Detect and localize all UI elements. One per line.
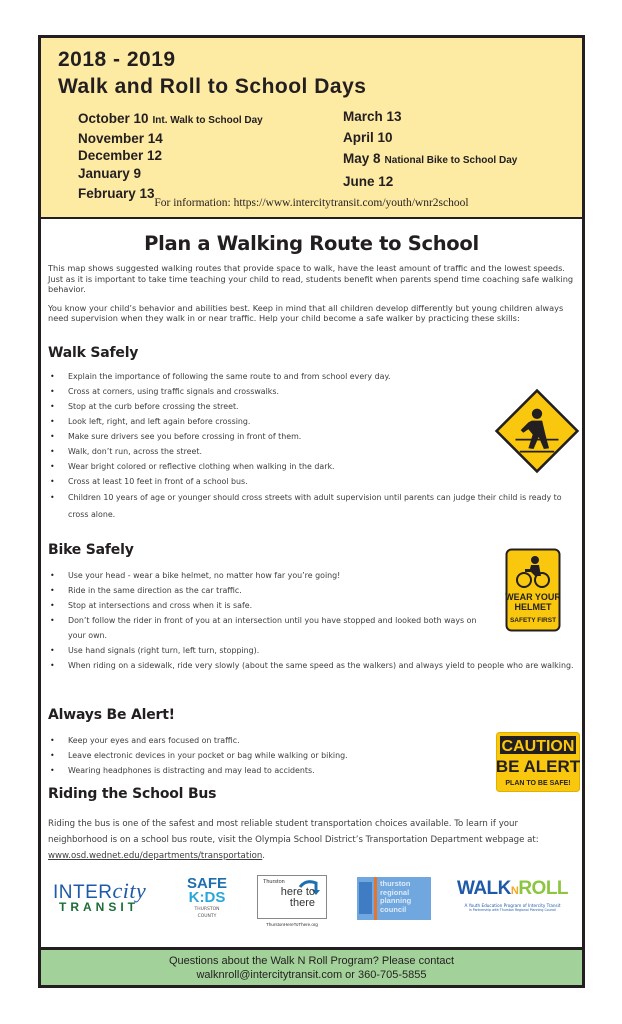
- info-url: For information: https://www.intercitytransit.com/youth/wnr2school: [154, 197, 469, 209]
- list-item: • Look left, right, and left again before crossing.: [48, 414, 575, 429]
- logo-text: K:DS: [188, 889, 226, 906]
- date-text: December 12: [78, 148, 163, 163]
- logo-text: SAFE: [186, 875, 227, 892]
- walk-n-roll-logo: [450, 879, 575, 912]
- trpc-logo: [357, 877, 431, 920]
- pedestrian-crossing-sign-icon: [494, 388, 580, 474]
- dates-column-left: [78, 110, 263, 203]
- sign-text: CAUTION: [501, 738, 575, 755]
- paragraph-text: Riding the bus is one of the safest and most reliable student transportation choices available. To learn if your neighborhood is on a school bus route, visit the Olympia School District’s Transportation Department webpage at:: [48, 819, 539, 845]
- section-heading: Bike Safely: [48, 542, 134, 558]
- date-text: November 14: [78, 130, 163, 146]
- sign-text: SAFETY FIRST: [509, 617, 557, 624]
- logo-text: THURSTON: [194, 907, 220, 912]
- list-item: • Walk, don’t run, across the street.: [48, 444, 575, 459]
- logo-text: Thurston: [263, 879, 285, 885]
- page-title: Plan a Walking Route to School: [144, 232, 479, 255]
- section-heading: Walk Safely: [48, 345, 139, 361]
- date-text: April 10: [343, 130, 393, 145]
- list-item: • Make sure drivers see you before crossing in front of them.: [48, 429, 575, 444]
- intercity-transit-logo: [53, 878, 146, 914]
- date-text: October 10: [78, 111, 149, 126]
- school-bus-paragraph: [48, 816, 575, 864]
- list-item: • Use your head - wear a bike helmet, no matter how far you’re going!: [48, 568, 575, 583]
- date-item: [343, 127, 517, 148]
- date-note: National Bike to School Day: [384, 155, 518, 166]
- sign-text: WEAR YOUR: [505, 592, 561, 602]
- list-item: • Keep your eyes and ears focused on traffic.: [48, 733, 575, 748]
- logo-text: COUNTY: [197, 914, 217, 919]
- date-item: [343, 148, 517, 171]
- main-content: [48, 220, 580, 927]
- logo-text: there: [289, 897, 315, 909]
- list-item: • Use hand signals (right turn, left turn, stopping).: [48, 643, 575, 658]
- schedule-header: [41, 38, 582, 219]
- school-bus-section: [48, 786, 575, 864]
- list-item: • Children 10 years of age or younger should cross streets with adult supervision until parents can judge their child is ready to cross alone.: [48, 489, 575, 523]
- trpc-mark-icon: [359, 882, 372, 914]
- logo-text: In Partnership with Thurston Regional Planning Council: [468, 908, 557, 912]
- contact-footer: [41, 947, 582, 985]
- footer-text: Questions about the Walk N Roll Program? Please contact: [168, 955, 455, 967]
- here-to-there-logo: [257, 875, 327, 927]
- logo-text: planning: [380, 896, 412, 905]
- logo-divider: [374, 877, 377, 920]
- school-year: 2018 - 2019: [58, 48, 176, 71]
- list-item: • Don’t follow the rider in front of you at an intersection until you have stopped and looked both ways on your own.: [48, 613, 478, 643]
- bike-safely-list: [48, 568, 575, 673]
- list-item: • Cross at corners, using traffic signals and crosswalks.: [48, 384, 575, 399]
- logo-text: here to: [280, 886, 315, 898]
- date-text: March 13: [343, 109, 402, 124]
- list-item: • Wear bright colored or reflective clothing when walking in the dark.: [48, 459, 575, 474]
- date-text: January 9: [78, 165, 142, 181]
- list-item: • Ride in the same direction as the car traffic.: [48, 583, 575, 598]
- section-heading: Riding the School Bus: [48, 786, 217, 802]
- safe-kids-logo: [182, 877, 232, 919]
- date-note: Int. Walk to School Day: [152, 115, 263, 126]
- flyer-frame: [38, 35, 585, 988]
- caution-sign-icon: [496, 732, 580, 792]
- partner-logos: [48, 870, 575, 936]
- logo-text: thurston: [380, 879, 411, 888]
- list-item: • When riding on a sidewalk, ride very slowly (about the same speed as the walkers) and always yield to people who are walking.: [48, 658, 575, 673]
- date-item: [78, 165, 263, 183]
- intro-paragraph: This map shows suggested walking routes that provide space to walk, have the least amount of traffic and the lowest speeds. Just as it is important to take time teaching your child to read, students benefit when parents spend time coaching safe walking behavior.: [48, 263, 574, 294]
- date-item: [78, 110, 263, 130]
- date-item: [78, 147, 263, 165]
- list-item: • Cross at least 10 feet in front of a school bus.: [48, 474, 575, 489]
- dates-column-right: [343, 106, 517, 192]
- date-item: [343, 106, 517, 127]
- date-text: May 8: [343, 151, 381, 166]
- logo-text: council: [380, 904, 407, 914]
- list-item: • Stop at intersections and cross when it is safe.: [48, 598, 575, 613]
- logo-text: WALK: [456, 878, 511, 899]
- logo-text: INTER: [53, 882, 113, 903]
- section-heading: Always Be Alert!: [48, 707, 175, 723]
- sign-text: BE ALERT: [496, 757, 580, 776]
- date-item: [343, 171, 517, 192]
- date-item: [78, 130, 263, 148]
- logo-text: ROLL: [518, 878, 569, 899]
- sign-text: PLAN TO BE SAFE!: [505, 780, 571, 787]
- logo-text: A Youth Education Program of Intercity Transit: [464, 903, 561, 908]
- bike-safely-section: [48, 542, 575, 673]
- intro-paragraph: You know your child’s behavior and abilities best. Keep in mind that all children develop differently but young children always need supervision when they walk in or near traffic. Help your child become a safe walker by practicing these skills:: [48, 302, 564, 323]
- list-item: • Wearing headphones is distracting and may lead to accidents.: [48, 763, 575, 778]
- bike-helmet-sign-icon: [505, 548, 561, 632]
- list-item: • Leave electronic devices in your pocket or bag while walking or biking.: [48, 748, 575, 763]
- date-text: June 12: [343, 174, 394, 189]
- logo-text: city: [112, 878, 147, 903]
- footer-contact: walknroll@intercitytransit.com or 360-705-5855: [196, 969, 427, 981]
- logo-text: TRANSIT: [59, 900, 139, 914]
- list-item: • Stop at the curb before crossing the street.: [48, 399, 575, 414]
- logo-text: regional: [380, 887, 410, 897]
- paragraph-text: .: [262, 851, 266, 861]
- list-item: • Explain the importance of following the same route to and from school every day.: [48, 369, 575, 384]
- header-title: Walk and Roll to School Days: [58, 75, 367, 98]
- logo-url: ThurstonHereToThere.org: [266, 922, 318, 927]
- sign-text: HELMET: [514, 602, 552, 612]
- date-text: February 13: [78, 186, 155, 201]
- logo-text: N: [510, 885, 519, 897]
- transportation-link[interactable]: www.osd.wednet.edu/departments/transportation: [48, 851, 263, 861]
